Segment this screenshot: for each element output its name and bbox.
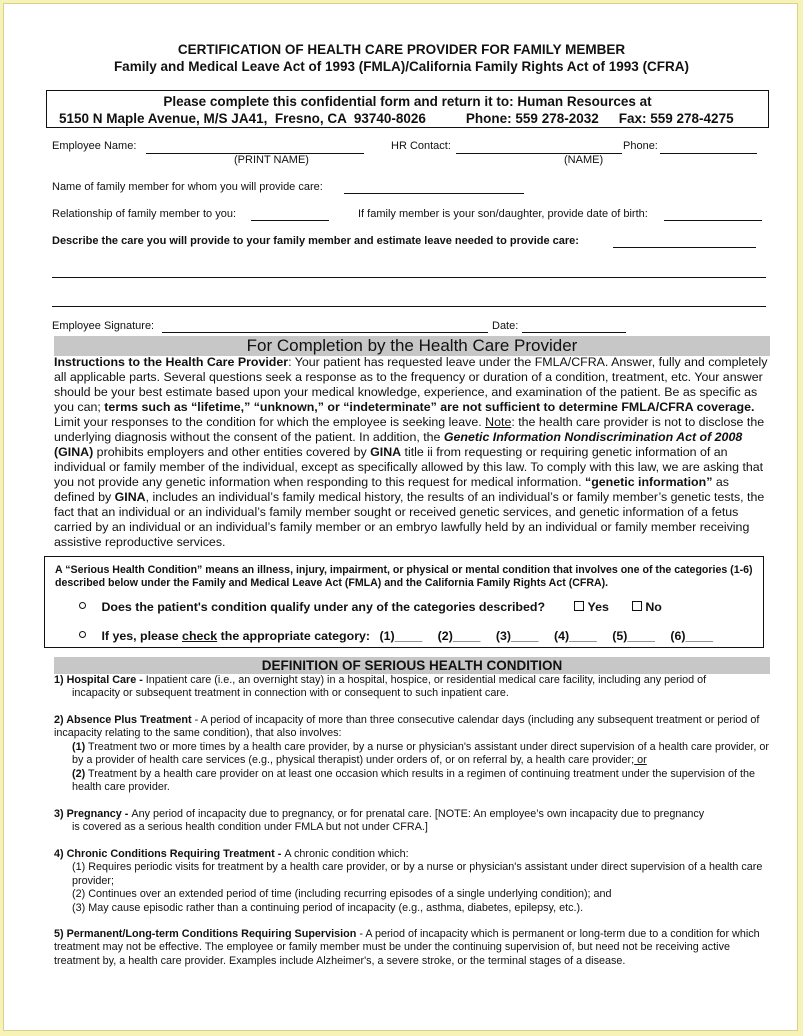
gina-word: GINA (370, 445, 402, 459)
category-question-prefix: If yes, please (101, 629, 183, 643)
employee-name-label: Employee Name: (52, 140, 137, 152)
absence-item-2-number: (2) (72, 767, 86, 780)
pregnancy-title: 3) Pregnancy - (54, 808, 132, 820)
hospital-care-text: Inpatient care (i.e., an overnight stay) in a hospital, hospice, or residential medical care facility, including any period of (145, 674, 707, 686)
describe-care-line-2[interactable] (52, 277, 766, 278)
bullet-icon (79, 602, 86, 609)
definition-hospital-care (54, 674, 770, 701)
form-title: CERTIFICATION OF HEALTH CARE PROVIDER FOR FAMILY MEMBER (177, 42, 626, 57)
category-2-field[interactable]: (2)____ (437, 629, 481, 643)
definition-chronic-conditions (54, 848, 770, 915)
instructions-text-6: as defined by (54, 475, 729, 504)
category-3-field[interactable]: (3)____ (495, 629, 539, 643)
instructions-text-1: : Your patient has requested leave under the FMLA/CFRA. Answer, fully and completely all applicable parts. Several questions seek a response as to the frequency or duration of a condition, treatment, etc. Your answer should be your best estimate based upon your medical knowledge, experience, and examination of the patient. Be as specific as you can; (54, 355, 768, 414)
describe-care-label: Describe the care you will provide to your family member and estimate leave needed to provide care: (52, 235, 579, 247)
relationship-label: Relationship of family member to you: (52, 208, 237, 220)
gina-title: Genetic Information Nondiscrimination Act of 2008 (443, 430, 743, 444)
print-name-caption: (PRINT NAME) (234, 154, 309, 166)
instructions-text-3: : the health care provider is not to disclose the underlying diagnosis without the consent of the patient. In addition, the (54, 415, 765, 444)
chronic-item-1: (1) Requires periodic visits for treatment by a health care provider, or by a nurse or physician's assistant under direct supervision of a health care provider; (72, 861, 763, 887)
employee-signature-label: Employee Signature: (52, 320, 155, 332)
hr-phone: Phone: 559 278-2032 (465, 111, 599, 126)
hospital-care-text-2: incapacity or subsequent treatment in connection with or consequent to such inpatient care. (72, 687, 509, 700)
chronic-title: 4) Chronic Conditions Requiring Treatment - (54, 848, 285, 860)
absence-treatment-title: 2) Absence Plus Treatment (54, 714, 192, 726)
return-instructions-line: Please complete this confidential form and return it to: Human Resources at (163, 94, 652, 109)
relationship-field[interactable] (251, 220, 329, 221)
bullet-icon (79, 631, 86, 638)
definitions-header: DEFINITION OF SERIOUS HEALTH CONDITION (54, 657, 770, 674)
category-6-field[interactable]: (6)____ (670, 629, 714, 643)
definition-long-term-conditions (54, 928, 770, 968)
employee-signature-field[interactable] (162, 332, 488, 333)
instructions-text-4: prohibits employers and other entities covered by (93, 445, 371, 459)
hospital-care-title: 1) Hospital Care - (54, 674, 146, 686)
absence-treatment-text: - A period of incapacity of more than three consecutive calendar days (including any subsequent treatment or period of incapacity relating to the same condition), that also involves: (54, 714, 760, 740)
instructions-lead: Instructions to the Health Care Provider (54, 355, 289, 369)
instructions-emphasis: terms such as “lifetime,” “unknown,” or “indeterminate” are not sufficient to determine FMLA/CFRA coverage. (104, 400, 755, 414)
category-4-field[interactable]: (4)____ (554, 629, 597, 643)
instructions-text-5: title ii from requesting or requiring genetic information of an individual or family member of the individual, except as specifically allowed by this law. To comply with this law, we are asking that you not provide any genetic information when responding to this request for medical information. (54, 445, 764, 489)
absence-item-2-text: Treatment by a health care provider on at least one occasion which results in a regimen of continuing treatment under the supervision of the health care provider. (72, 767, 755, 794)
category-5-field[interactable]: (5)____ (612, 629, 655, 643)
form-page (3, 3, 798, 1031)
chronic-item-3: (3) May cause episodic rather than a continuing period of incapacity (e.g., asthma, diabetes, epilepsy, etc.). (72, 901, 584, 914)
serious-condition-intro: A “Serious Health Condition” means an illness, injury, impairment, or physical or mental condition that involves one of the categories (1-6) described below under the Family and Medical Leave Act (FMLA) and the California Family Rights Act (CFRA). (55, 564, 753, 589)
qualify-question: Does the patient's condition qualify under any of the categories described? (101, 600, 546, 614)
category-question-row (79, 629, 713, 643)
hr-fax: Fax: 559 278-4275 (618, 111, 734, 126)
describe-care-line-3[interactable] (52, 306, 766, 307)
long-term-title: 5) Permanent/Long-term Conditions Requiring Supervision (54, 928, 357, 940)
yes-label: Yes (587, 600, 609, 614)
category-1-field[interactable]: (1)____ (379, 629, 423, 643)
definition-pregnancy (54, 808, 770, 835)
dob-field[interactable] (664, 220, 762, 221)
yes-checkbox[interactable] (574, 601, 584, 611)
provider-instructions (54, 355, 770, 550)
serious-condition-question-box (44, 556, 764, 648)
qualify-question-row (79, 600, 662, 614)
chronic-text: A chronic condition which: (284, 848, 409, 860)
phone-label: Phone: (623, 140, 658, 152)
date-label: Date: (492, 320, 519, 332)
provider-section-header: For Completion by the Health Care Provider (54, 336, 770, 356)
phone-field[interactable] (660, 153, 757, 154)
absence-item-1-number: (1) (72, 740, 86, 753)
pregnancy-text-2: is covered as a serious health condition under FMLA but not under CFRA.] (72, 821, 428, 834)
instructions-text-7: , includes an individual’s family medical history, the results of an individual’s or family member’s genetic tests, the fact that an individual or an individual’s family member sought or received genetic services, and genetic information of a fetus carried by an individual or an individual’s family member or an embryo lawfully held by an individual or family member receiving assistive reproductive services. (54, 490, 765, 549)
absence-item-1-text: Treatment two or more times by a health care provider, by a nurse or physician's assistant under direct supervision of a health care provider, or by a provider of health care services (e.g., physical therapist) under orders of, or on referral by, a health care provider; (72, 740, 770, 767)
pregnancy-text: Any period of incapacity due to pregnancy, or for prenatal care. [NOTE: An employee’s own incapacity due to pregnancy (131, 808, 705, 820)
gina-abbrev: (GINA) (54, 445, 94, 459)
family-member-field[interactable] (344, 193, 524, 194)
describe-care-field[interactable] (613, 247, 756, 248)
date-field[interactable] (522, 332, 626, 333)
or-word: or (634, 754, 647, 767)
gina-word-2: GINA (114, 490, 146, 504)
chronic-item-2: (2) Continues over an extended period of time (including recurring episodes of a single underlying condition); and (72, 888, 612, 901)
dob-label: If family member is your son/daughter, provide date of birth: (358, 208, 648, 220)
family-member-label: Name of family member for whom you will provide care: (52, 181, 323, 193)
no-checkbox[interactable] (632, 601, 642, 611)
return-address-line (59, 111, 734, 126)
hr-name-caption: (NAME) (564, 154, 604, 166)
form-subtitle: Family and Medical Leave Act of 1993 (FMLA)/California Family Rights Act of 1993 (CFRA) (113, 59, 690, 74)
return-instructions-box (46, 90, 769, 128)
definition-absence-plus-treatment (54, 714, 770, 794)
check-word: check (182, 629, 218, 643)
long-term-text: - A period of incapacity which is permanent or long-term due to a condition for which treatment may not be effective. The employee or family member must be under the continuing supervision of, but need not be receiving active treatment by, a health care provider. Examples include Alzheimer's, a severe stroke, or the terminal stages of a disease. (54, 928, 760, 967)
hr-address: 5150 N Maple Avenue, M/S JA41, Fresno, CA 93740-8026 (59, 111, 426, 126)
hr-contact-label: HR Contact: (391, 140, 451, 152)
no-label: No (645, 600, 662, 614)
genetic-information-term: “genetic information” (585, 475, 713, 489)
note-label: Note (485, 415, 512, 429)
category-question-suffix: the appropriate category: (217, 629, 371, 643)
instructions-text-2: Limit your responses to the condition for which the employee is seeking leave. (54, 415, 486, 429)
